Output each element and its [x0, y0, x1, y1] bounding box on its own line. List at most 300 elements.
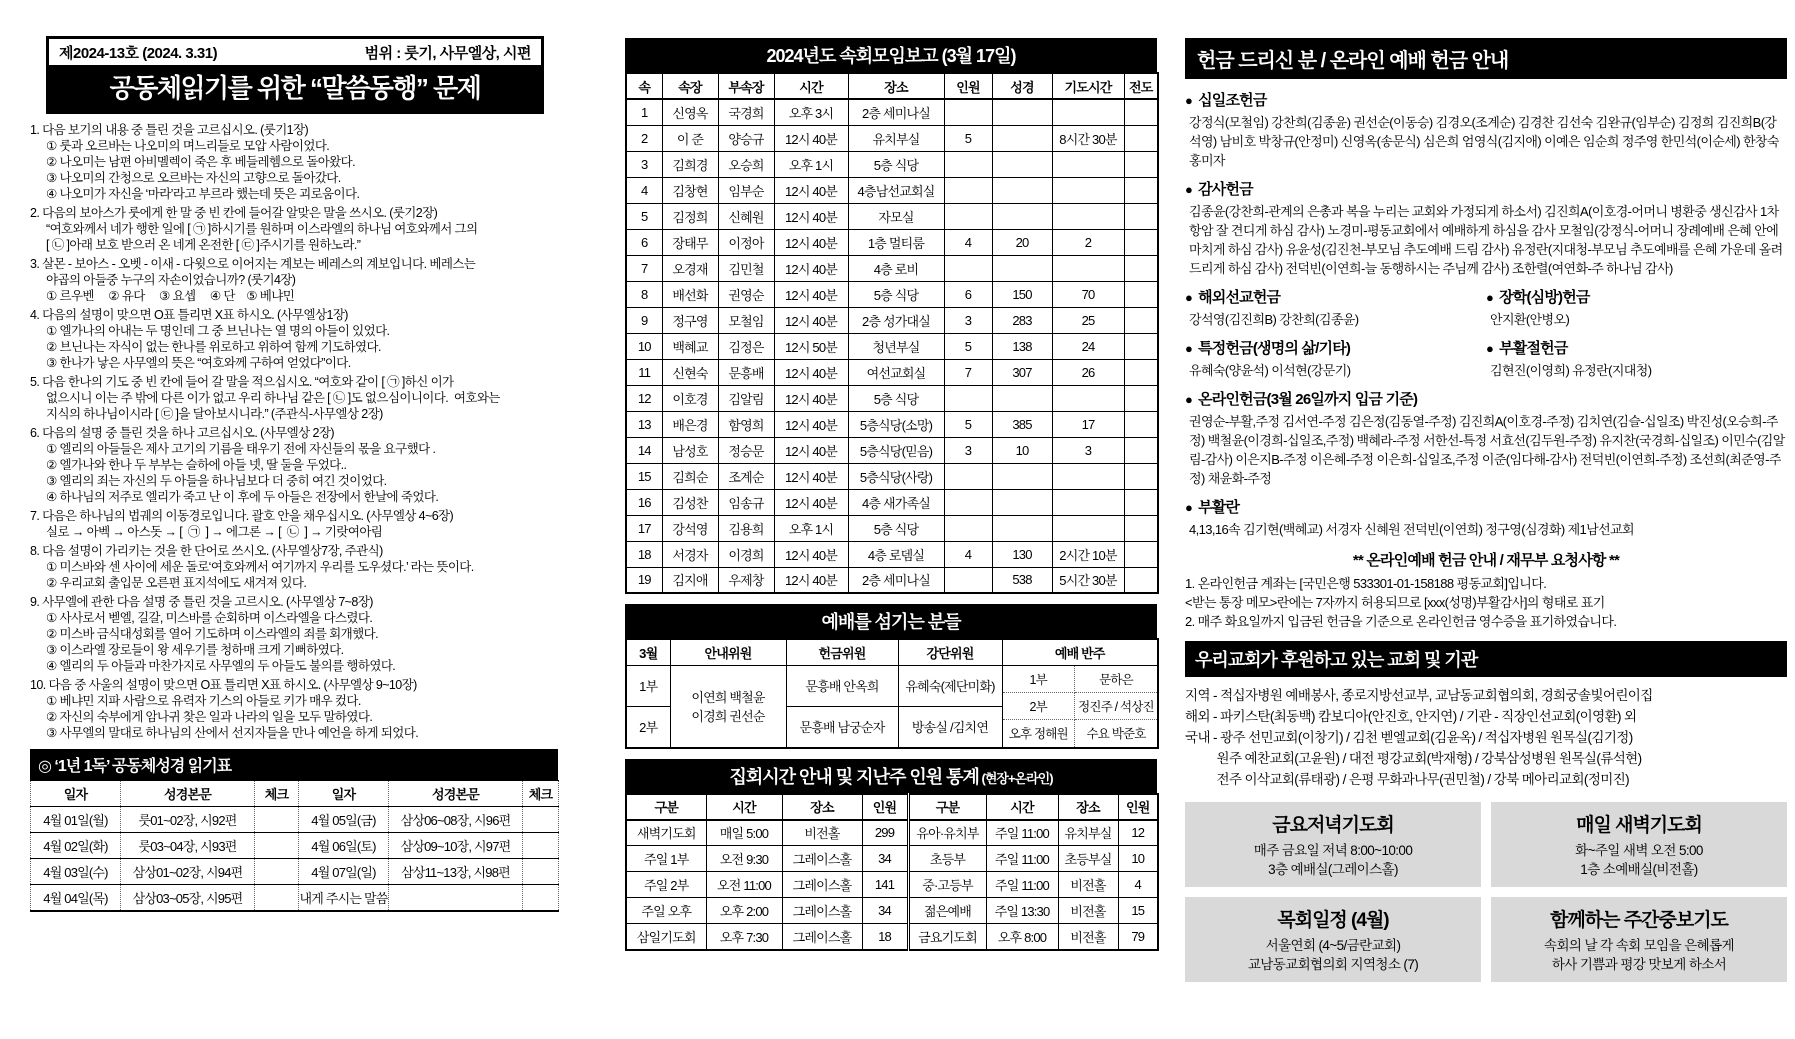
column-header: 장소	[848, 73, 944, 99]
table-cell	[1124, 333, 1158, 359]
table-cell: 12시 40분	[774, 567, 848, 593]
table-cell: 12시 40분	[774, 489, 848, 515]
table-cell: 5시간 30분	[1052, 567, 1124, 593]
table-cell: 4월 05일(금)	[299, 807, 389, 833]
column-header: 전도	[1124, 73, 1158, 99]
box-line: 1층 소예배실(비전홀)	[1580, 862, 1698, 877]
table-cell: 강석영	[662, 515, 718, 541]
schedule-title-note: (현장+온라인)	[978, 770, 1053, 786]
table-cell: 5	[944, 411, 992, 437]
box-line: 매주 금요일 저녁 8:00~10:00	[1253, 843, 1413, 858]
table-cell	[1124, 151, 1158, 177]
question	[30, 508, 558, 540]
table-cell: 12시 40분	[774, 255, 848, 281]
table-cell: 12시 40분	[774, 359, 848, 385]
table-row	[626, 99, 1158, 125]
table-cell: 4층 새가족실	[848, 489, 944, 515]
row-part1	[626, 665, 1158, 706]
table-cell: 금요기도회	[908, 924, 986, 950]
table-row	[626, 924, 1158, 950]
question-option: ① 미스바와 센 사이에 세운 돌로‘여호와께서 여기까지 우리를 도우셨다.’ 라는 뜻이다.	[46, 560, 474, 574]
question-option: “여호와께서 네가 행한 일에 [ ㉠ ]하시기를 원하며 이스라엘의 하나님 여호와께서 그의	[46, 222, 478, 236]
table-cell: 12시 40분	[774, 229, 848, 255]
table-cell	[1052, 515, 1124, 541]
column-header-accompanist: 예배 반주	[1002, 639, 1158, 665]
table-row	[626, 898, 1158, 924]
table-cell: 국경희	[718, 99, 774, 125]
section-label: 십일조헌금	[1198, 92, 1267, 109]
table-cell: 비전홀	[1058, 898, 1118, 924]
box-title: 목회일정 (4월)	[1277, 910, 1389, 931]
question-option: ③ 엘리의 죄는 자신의 두 아들을 하나님보다 더 중히 여긴 것이었다.	[46, 474, 387, 488]
table-cell: 18	[862, 924, 908, 950]
table-cell	[992, 125, 1052, 151]
table-cell	[1124, 489, 1158, 515]
bullet-icon: ●	[1185, 392, 1193, 407]
table-cell: 김알림	[718, 385, 774, 411]
table-cell	[1124, 203, 1158, 229]
table-cell: 유치부실	[848, 125, 944, 151]
question	[30, 594, 558, 674]
table-cell: 오전 11:00	[706, 872, 782, 898]
table-cell: 삼상06~08장, 시96편	[389, 807, 523, 833]
table-cell: 주일 11:00	[986, 872, 1058, 898]
question-option: ① 베냐민 지파 사람으로 유력자 기스의 아들로 키가 매우 컸다.	[46, 694, 361, 708]
table-row	[31, 859, 559, 885]
table-cell: 26	[1052, 359, 1124, 385]
table-cell: 1	[626, 99, 662, 125]
text-line: 국내 - 광주 선민교회(이창기) / 김천 벧엘교회(김윤옥) / 적십자병원 원목실(김기정)	[1185, 730, 1633, 745]
table-row	[626, 515, 1158, 541]
table-cell: 5층 식당	[848, 281, 944, 307]
table-row	[626, 820, 1158, 846]
table-cell	[944, 151, 992, 177]
servers-table	[625, 638, 1159, 749]
table-cell: 70	[1052, 281, 1124, 307]
table-cell: 정구영	[662, 307, 718, 333]
section-label: 장학(심방)헌금	[1499, 289, 1590, 306]
table-cell: 이호경	[662, 385, 718, 411]
section-label: 부활절헌금	[1499, 340, 1568, 357]
table-cell: 주일 11:00	[986, 846, 1058, 872]
table-cell: 6	[626, 229, 662, 255]
table-cell: 12시 40분	[774, 281, 848, 307]
box-line: 서울연회 (4~5/금란교회)	[1265, 938, 1401, 953]
table-cell: 이정아	[718, 229, 774, 255]
table-cell: 삼상01~02장, 시94편	[121, 859, 255, 885]
table-cell	[255, 833, 299, 859]
table-cell: 12시 40분	[774, 385, 848, 411]
question-option: ① 사사로서 벧엘, 길갈, 미스바를 순회하며 이스라엘을 다스렸다.	[46, 611, 373, 625]
table-cell: 10	[626, 333, 662, 359]
question-option: ③ 사무엘의 말대로 하나님의 산에서 선지자들을 만나 예언을 하게 되었다.	[46, 726, 419, 740]
table-cell: 12	[626, 385, 662, 411]
table-cell: 4월 03일(수)	[31, 859, 121, 885]
section-names: 김현진(이영희) 유정란(지대청)	[1490, 363, 1652, 378]
table-cell: 그레이스홀	[782, 846, 862, 872]
question	[30, 374, 558, 422]
table-cell: 오경재	[662, 255, 718, 281]
table-row	[626, 489, 1158, 515]
text-line: 1. 온라인헌금 계좌는 [국민은행 533301-01-158188 평동교회]입니다.	[1185, 576, 1547, 591]
usher-cell	[670, 665, 786, 748]
table-cell: 삼상11~13장, 시98편	[389, 859, 523, 885]
table-cell: 12시 40분	[774, 125, 848, 151]
question-text: 9. 사무엘에 관한 다음 설명 중 틀린 것을 고르시오. (사무엘상 7~8장)	[30, 595, 373, 609]
table-cell	[255, 885, 299, 911]
table-row	[31, 833, 559, 859]
table-cell: 백혜교	[662, 333, 718, 359]
column-header: 장소	[1058, 794, 1118, 820]
table-cell: 385	[992, 411, 1052, 437]
question-option: 야곱의 아들중 누구의 자손이었습니까? (룻기4장)	[46, 273, 296, 287]
quiz-header	[46, 36, 544, 114]
table-cell: 김희경	[662, 151, 718, 177]
table-cell: 주일 오후	[626, 898, 706, 924]
text-line: 2. 매주 화요일까지 입금된 헌금을 기준으로 온라인헌금 영수증을 표기하였습니다.	[1185, 614, 1617, 629]
table-cell: 김정은	[718, 333, 774, 359]
table-cell: 12	[1118, 820, 1158, 846]
table-cell	[992, 515, 1052, 541]
online-names: 권영순-부활,주정 김서연-주정 김은정(김동열-주정) 김진희A(이호경-주정) 김치연(김슬-십일조) 박진성(오승희-주정) 백철윤(이경희-십일조,주정) 백혜라-주정 서한선-특정 서효선(김두원-주정) 유지찬(국경희-십일조) 이민수(김알림-감사) 이은지B-주정 이은혜-주정 이은희-십일조,주정 이준(임다해-감사) 전덕빈(이연희-주정) 조선희(최준영-주정) 채윤화-주정	[1189, 414, 1785, 486]
tithe-heading	[1185, 89, 1787, 110]
column-header: 성경	[992, 73, 1052, 99]
table-cell: 신현숙	[662, 359, 718, 385]
section-label: 특정헌금(생명의 삶/기타)	[1198, 340, 1351, 357]
table-cell	[1052, 463, 1124, 489]
platform-committee-cell: 유혜숙(제단미화)	[898, 665, 1002, 706]
table-cell: 8	[626, 281, 662, 307]
table-cell: 그레이스홀	[782, 898, 862, 924]
question-option: 지식의 하나님이시라 [ ㉢ ]을 달아보시니라.” (주관식-사무엘상 2장)	[46, 407, 383, 421]
box-line: 3층 예배실(그레이스홀)	[1268, 862, 1398, 877]
table-cell	[1052, 203, 1124, 229]
table-cell: 6	[944, 281, 992, 307]
table-cell: 김용희	[718, 515, 774, 541]
column-header: 시간	[986, 794, 1058, 820]
info-boxes	[1185, 802, 1787, 982]
reading-table-title: ◎ ‘1년 1독’ 공동체성경 읽기표	[30, 749, 558, 780]
usher-line: 이연희 백철윤	[691, 690, 765, 705]
quiz-header-row	[49, 39, 541, 65]
table-row	[626, 385, 1158, 411]
usher-line: 이경희 권선순	[691, 709, 765, 724]
reading-table	[30, 780, 559, 912]
table-cell: 장태무	[662, 229, 718, 255]
row	[1003, 666, 1158, 693]
table-cell: 4월 01일(월)	[31, 807, 121, 833]
table-cell: 주일 11:00	[986, 820, 1058, 846]
question-list	[30, 122, 558, 741]
table-cell	[1124, 541, 1158, 567]
table-cell: 주일 1부	[626, 846, 706, 872]
question-option: ② 미스바 금식대성회를 열어 기도하며 이스라엘의 죄를 회개했다.	[46, 627, 378, 641]
schedule-table	[625, 793, 1159, 951]
header-row	[626, 73, 1158, 99]
question-option: ① 엘리의 아들들은 제사 고기의 기름을 태우기 전에 자신들의 몫을 요구했다 .	[46, 442, 436, 456]
table-cell: 19	[626, 567, 662, 593]
table-cell	[992, 255, 1052, 281]
table-cell	[992, 99, 1052, 125]
table-row	[626, 203, 1158, 229]
online-heading	[1185, 388, 1787, 409]
table-cell: 12시 40분	[774, 541, 848, 567]
table-cell: 11	[626, 359, 662, 385]
accomp-label: 2부	[1003, 693, 1075, 720]
special-offering-section	[1185, 337, 1486, 380]
table-cell: 283	[992, 307, 1052, 333]
table-cell: 새벽기도회	[626, 820, 706, 846]
table-cell	[944, 385, 992, 411]
table-row	[626, 846, 1158, 872]
table-cell: 12시 50분	[774, 333, 848, 359]
table-cell: 138	[992, 333, 1052, 359]
table-cell: 배은경	[662, 411, 718, 437]
table-cell: 1층 멀티룸	[848, 229, 944, 255]
table-cell: 김정희	[662, 203, 718, 229]
table-cell: 매일 5:00	[706, 820, 782, 846]
table-cell: 유치부실	[1058, 820, 1118, 846]
table-cell: 17	[626, 515, 662, 541]
online-offering-section	[1185, 388, 1787, 488]
question	[30, 256, 558, 304]
table-cell: 15	[1118, 898, 1158, 924]
table-cell: 오후 3시	[774, 99, 848, 125]
box-title: 금요저녁기도회	[1272, 815, 1394, 836]
finance-notice	[1185, 549, 1787, 631]
scholarship-section	[1486, 286, 1787, 329]
table-cell: 여선교회실	[848, 359, 944, 385]
table-row	[31, 807, 559, 833]
table-cell: 4월 02일(화)	[31, 833, 121, 859]
accomp-name: 수요 박준호	[1086, 727, 1146, 742]
platform-committee-cell: 방송실 /김치연	[898, 706, 1002, 747]
table-row	[626, 307, 1158, 333]
table-cell: 문흥배	[718, 359, 774, 385]
question-text: 8. 다음 설명이 가리키는 것을 한 단어로 쓰시오. (사무엘상7장, 주관식)	[30, 544, 383, 558]
question-text: 5. 다음 한나의 기도 중 빈 칸에 들어 갈 말을 적으십시오. “여호와 같이 [ ㉠ ]하신 이가	[30, 375, 454, 389]
question-option: ③ 한나가 낳은 사무엘의 뜻은 “여호와께 구하여 얻었다”이다.	[46, 356, 351, 370]
offering-title: 헌금 드리신 분 / 온라인 예배 헌금 안내	[1185, 38, 1787, 79]
column-header: 장소	[782, 794, 862, 820]
column-header: 속장	[662, 73, 718, 99]
question	[30, 205, 558, 253]
section-names: 강석영(김진희B) 강찬희(김종윤)	[1189, 312, 1359, 327]
question-option: ② 우리교회 출입문 오른편 표지석에도 새겨져 있다.	[46, 576, 307, 590]
section-label: 부활란	[1198, 499, 1240, 516]
question-option: ④ 엘리의 두 아들과 마찬가지로 사무엘의 두 아들도 불의를 행하였다.	[46, 659, 396, 673]
table-cell: 주일 13:30	[986, 898, 1058, 924]
table-cell: 12시 40분	[774, 307, 848, 333]
table-cell	[1052, 255, 1124, 281]
table-cell: 삼일기도회	[626, 924, 706, 950]
table-cell	[992, 177, 1052, 203]
table-cell: 3	[944, 437, 992, 463]
column-header: 부속장	[718, 73, 774, 99]
question	[30, 425, 558, 505]
table-cell	[255, 807, 299, 833]
issue-number: 제2024-13호 (2024. 3.31)	[59, 45, 218, 62]
table-cell	[1052, 177, 1124, 203]
table-cell: 오전 9:30	[706, 846, 782, 872]
question-option: ③ 나오미의 간청으로 오르바는 자신의 고향으로 돌아갔다.	[46, 171, 341, 185]
table-cell: 임송규	[718, 489, 774, 515]
table-cell	[1124, 359, 1158, 385]
table-row	[626, 333, 1158, 359]
table-row	[626, 177, 1158, 203]
tithe-section	[1185, 89, 1787, 170]
table-cell: 5	[944, 125, 992, 151]
table-cell: 4층남선교회실	[848, 177, 944, 203]
table-row	[626, 872, 1158, 898]
table-cell: 34	[862, 898, 908, 924]
table-row	[626, 437, 1158, 463]
table-cell: 16	[626, 489, 662, 515]
friday-prayer-box	[1185, 802, 1481, 887]
table-cell: 5층식당(소망)	[848, 411, 944, 437]
accomp-name: 정진주 / 석상진	[1075, 693, 1158, 720]
table-cell: 초등부실	[1058, 846, 1118, 872]
table-cell: 김창현	[662, 177, 718, 203]
accomp-label: 오후 정해원	[1003, 720, 1075, 747]
table-cell	[992, 489, 1052, 515]
support-list	[1185, 685, 1787, 790]
column-header: 기도시간	[1052, 73, 1124, 99]
table-cell: 오승희	[718, 151, 774, 177]
table-cell: 내게 주시는 말씀	[299, 885, 389, 911]
table-cell	[523, 833, 559, 859]
question-option: 없으시니 이는 주 밖에 다른 이가 없고 우리 하나님 같은 [ ㉡ ]도 없으심이니이다. 여호와는	[46, 391, 500, 405]
table-cell: 5층식당(사랑)	[848, 463, 944, 489]
table-cell: 배선화	[662, 281, 718, 307]
table-cell: 538	[992, 567, 1052, 593]
question	[30, 677, 558, 741]
tithe-names: 강정식(모철임) 강찬희(김종윤) 권선순(이동승) 김경오(조계순) 김경찬 김선숙 김완규(임부순) 김정희 김진희B(강석영) 남비호 박창규(안정미) 신영옥(송문식) 심은희 엄영식(김지애) 이예은 임순희 정주영 한민석(이순세) 한창숙 홍미자	[1189, 115, 1779, 168]
table-cell: 2층 세미나실	[848, 99, 944, 125]
column-header: 3월	[626, 639, 670, 665]
report-section	[625, 38, 1157, 951]
column-header: 인원	[944, 73, 992, 99]
table-cell: 307	[992, 359, 1052, 385]
table-cell	[1124, 255, 1158, 281]
table-cell	[1052, 99, 1124, 125]
column-header: 일자	[31, 781, 121, 807]
box-line: 속회의 날 각 속회 모임을 은혜롭게	[1544, 938, 1734, 953]
table-cell: 그레이스홀	[782, 872, 862, 898]
column-header: 성경본문	[389, 781, 523, 807]
table-cell: 김성찬	[662, 489, 718, 515]
table-cell	[992, 203, 1052, 229]
question-text: 3. 살몬 - 보아스 - 오벳 - 이새 - 다윗으로 이어지는 계보는 베레스의 계보입니다. 베레스는	[30, 257, 476, 271]
quiz-title: 공동체읽기를 위한 “말씀동행” 문제	[49, 65, 541, 111]
section-heading	[1185, 286, 1486, 307]
table-cell: 15	[626, 463, 662, 489]
table-cell: 25	[1052, 307, 1124, 333]
box-title: 매일 새벽기도회	[1576, 815, 1702, 836]
scope-label: 범위 : 룻기, 사무엘상, 시편	[364, 45, 531, 62]
table-cell: 남성호	[662, 437, 718, 463]
table-cell: 150	[992, 281, 1052, 307]
box-line: 교남동교회협의회 지역청소 (7)	[1247, 957, 1419, 972]
table-cell: 12시 40분	[774, 411, 848, 437]
table-cell: 모철임	[718, 307, 774, 333]
header-row	[626, 794, 1158, 820]
table-cell: 9	[626, 307, 662, 333]
easter-egg-section	[1185, 496, 1787, 539]
table-cell: 오후 8:00	[986, 924, 1058, 950]
table-cell: 비전홀	[1058, 924, 1118, 950]
question-text: 1. 다음 보기의 내용 중 틀린 것을 고르십시오. (룻기1장)	[30, 123, 309, 137]
table-cell: 임부순	[718, 177, 774, 203]
table-cell: 5층 식당	[848, 151, 944, 177]
question-option: ① 엘가나의 아내는 두 명인데 그 중 브닌나는 열 명의 아들이 있었다.	[46, 324, 390, 338]
question	[30, 307, 558, 371]
table-cell	[1124, 437, 1158, 463]
column-header: 체크	[523, 781, 559, 807]
table-cell: 자모실	[848, 203, 944, 229]
table-cell	[992, 151, 1052, 177]
question-text: 6. 다음의 설명 중 틀린 것을 하나 고르십시오. (사무엘상 2장)	[30, 426, 334, 440]
row	[1003, 693, 1158, 720]
table-row	[626, 541, 1158, 567]
weekly-intercession-box	[1491, 897, 1787, 982]
table-cell: 5층 식당	[848, 385, 944, 411]
table-cell: 권영순	[718, 281, 774, 307]
table-cell	[1124, 411, 1158, 437]
table-cell	[523, 859, 559, 885]
question-option: ① 룻과 오르바는 나오미의 며느리들로 모압 사람이었다.	[46, 139, 330, 153]
table-cell	[1124, 307, 1158, 333]
question-option: ② 엘가나와 한나 두 부부는 슬하에 아들 넷, 딸 둘을 두었다..	[46, 458, 347, 472]
text-line: 원주 예찬교회(고윤원) / 대전 평강교회(박재형) / 강북삼성병원 원목실(류석현)	[1185, 751, 1642, 766]
easter-offering-section	[1486, 337, 1787, 380]
table-cell	[1124, 99, 1158, 125]
bullet-icon: ●	[1185, 93, 1193, 108]
table-cell: 3	[626, 151, 662, 177]
section-heading	[1185, 337, 1486, 358]
table-cell: 중·고등부	[908, 872, 986, 898]
column-header: 강단위원	[898, 639, 1002, 665]
question-text: 7. 다음은 하나님의 법궤의 이동경로입니다. 괄호 안을 채우십시오. (사무엘상 4~6장)	[30, 509, 454, 523]
table-cell: 10	[1118, 846, 1158, 872]
table-cell	[1052, 489, 1124, 515]
table-cell: 2층 성가대실	[848, 307, 944, 333]
section-label: 온라인헌금(3월 26일까지 입금 기준)	[1198, 391, 1418, 408]
table-cell: 12시 40분	[774, 203, 848, 229]
pastoral-schedule-box	[1185, 897, 1481, 982]
table-cell	[523, 885, 559, 911]
table-cell: 141	[862, 872, 908, 898]
table-cell: 청년부실	[848, 333, 944, 359]
table-cell: 오후 7:30	[706, 924, 782, 950]
table-cell: 24	[1052, 333, 1124, 359]
table-cell: 2	[1052, 229, 1124, 255]
sokhoe-title: 2024년도 속회모임보고 (3월 17일)	[625, 38, 1157, 72]
table-cell: 4	[626, 177, 662, 203]
question-option: ③ 이스라엘 장로들이 왕 세우기를 청하매 크게 기뻐하였다.	[46, 643, 344, 657]
table-cell: 삼상03~05장, 시95편	[121, 885, 255, 911]
table-cell	[1052, 385, 1124, 411]
table-cell	[944, 489, 992, 515]
question	[30, 122, 558, 202]
table-cell: 조계순	[718, 463, 774, 489]
table-cell: 신혜원	[718, 203, 774, 229]
part-label: 2부	[626, 706, 670, 747]
table-cell: 4	[944, 229, 992, 255]
table-cell	[992, 385, 1052, 411]
schedule-title	[625, 759, 1157, 793]
notice-lines	[1185, 574, 1787, 631]
